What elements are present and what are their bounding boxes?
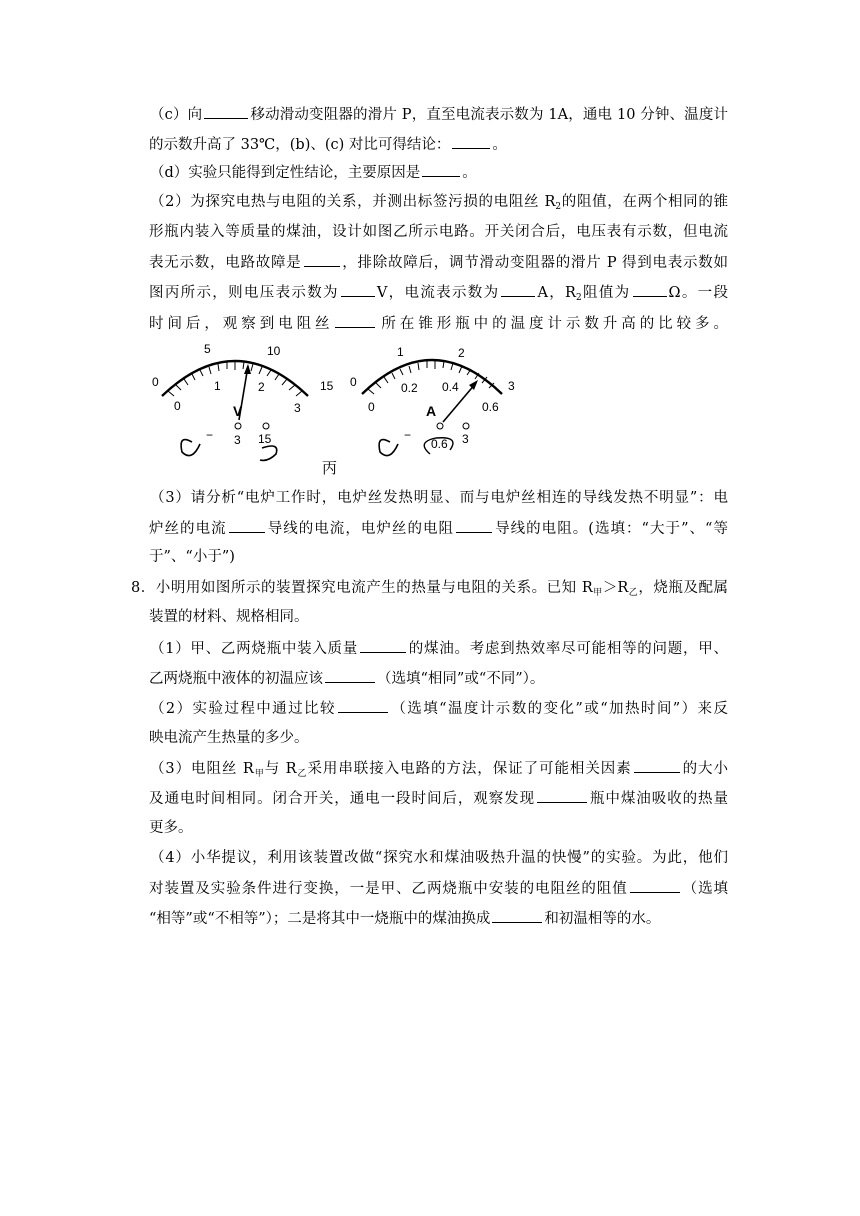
q8-s3-line3: 更多。 bbox=[149, 820, 193, 836]
voltmeter-symbol: V bbox=[233, 403, 243, 419]
q7-p2-line2: 形瓶内装入等质量的煤油，设计如图乙所示电路。开关闭合后，电压表有示数，但电流 bbox=[149, 224, 728, 240]
answer-blank[interactable] bbox=[338, 698, 388, 713]
q8-s1-line2: 乙两烧瓶中液体的初温应该 （选填“相同”或“不同”）。 bbox=[149, 668, 544, 689]
answer-blank[interactable] bbox=[325, 668, 375, 683]
ammeter-terminal: − bbox=[404, 428, 412, 442]
answer-blank[interactable] bbox=[360, 638, 406, 653]
q7-p3-line1: （3）请分析“电炉工作时，电炉丝发热明显、而与电炉丝相连的导线发热不明显”：电 bbox=[150, 490, 728, 506]
figure-label: 丙 bbox=[322, 459, 338, 477]
q7-p2-line5: 时间后，观察到电阻丝 所在锥形瓶中的温度计示数升高的比较多。 bbox=[149, 313, 728, 334]
q7-p3-line3: 于”、“小于”) bbox=[149, 549, 235, 565]
ammeter-inner-tick: 0.6 bbox=[482, 400, 499, 414]
voltmeter-terminal: 15 bbox=[258, 432, 272, 446]
voltmeter-outer-tick: 5 bbox=[204, 342, 211, 356]
answer-blank[interactable] bbox=[456, 518, 492, 533]
voltmeter-wire-right bbox=[260, 446, 277, 460]
q7-p2-line1: （2）为探究电热与电阻的关系，并测出标签污损的电阻丝 $R_2$的阻值，在两个相同的锥 bbox=[150, 194, 729, 212]
voltmeter-terminal-15-post bbox=[263, 423, 269, 429]
answer-blank[interactable] bbox=[304, 252, 340, 267]
ammeter-terminal: 3 bbox=[462, 432, 469, 446]
voltmeter bbox=[152, 342, 334, 460]
ammeter-inner-tick: 0 bbox=[368, 400, 375, 414]
ammeter-terminal-3-post bbox=[463, 423, 469, 429]
q8-s4-line3: “相等”或“不相等”）；二是将其中一烧瓶中的煤油换成 和初温相等的水。 bbox=[149, 908, 660, 929]
meters-diagram bbox=[140, 340, 540, 480]
ammeter-ticks bbox=[368, 360, 494, 394]
answer-blank[interactable] bbox=[630, 878, 680, 893]
q8-line1: 8．小明用如图所示的装置探究电流产生的热量与电阻的关系。已知 $R_甲>R_乙$，烧瓶及配属 bbox=[131, 580, 729, 598]
q8-s2-line1: （2）实验过程中通过比较 （选填“温度计示数的变化”或“加热时间”）来反 bbox=[150, 698, 728, 719]
ammeter-outer-tick: 1 bbox=[397, 345, 404, 359]
q7-c-line2: 的示数升高了 33℃，(b)、(c) 对比可得结论： 。 bbox=[149, 134, 507, 155]
q7-p2-line3: 表无示数，电路故障是 ，排除故障后，调节滑动变阻器的滑片 P 得到电表示数如 bbox=[149, 252, 728, 273]
voltmeter-inner-tick: 2 bbox=[258, 380, 265, 394]
ammeter-inner-tick: 0.4 bbox=[442, 380, 459, 394]
answer-blank[interactable] bbox=[204, 104, 248, 119]
q8-s3-line2: 及通电时间相同。闭合开关，通电一段时间后，观察发现 瓶中煤油吸收的热量 bbox=[149, 788, 728, 809]
q8-s1-line1: （1）甲、乙两烧瓶中装入质量 的煤油。考虑到热效率尽可能相等的问题，甲、 bbox=[150, 638, 728, 659]
voltmeter-inner-tick: 3 bbox=[294, 401, 301, 415]
voltmeter-ticks bbox=[168, 361, 302, 396]
ammeter-outer-tick: 2 bbox=[458, 346, 465, 360]
q7-c-line1: （c）向 移动滑动变阻器的滑片 P，直至电流表示数为 1A，通电 10 分钟、温度计 bbox=[150, 104, 728, 125]
voltmeter-inner-tick: 1 bbox=[214, 379, 221, 393]
voltmeter-outer-tick: 0 bbox=[152, 375, 159, 389]
q7-p3-line2: 炉丝的电流 导线的电流，电炉丝的电阻 导线的电阻。(选填：“大于”、“等 bbox=[149, 518, 728, 539]
answer-blank[interactable] bbox=[422, 162, 460, 177]
ammeter-wire-left bbox=[379, 440, 398, 456]
q8-s4-line2: 对装置及实验条件进行变换，一是甲、乙两烧瓶中安装的电阻丝的阻值 （选填 bbox=[149, 878, 728, 899]
q8-line2: 装置的材料、规格相同。 bbox=[149, 609, 309, 625]
q8-s4-line1: （4）小华提议，利用该装置改做“探究水和煤油吸热升温的快慢”的实验。为此，他们 bbox=[150, 850, 728, 866]
q7-p2-line4: 图丙所示，则电压表示数为 V，电流表示数为 A，$R_2$阻值为 Ω。一段 bbox=[149, 282, 728, 308]
answer-blank[interactable] bbox=[633, 282, 667, 297]
figure-bing-meters bbox=[140, 340, 540, 480]
voltmeter-terminal-3-post bbox=[235, 423, 241, 429]
voltmeter-needle-tip bbox=[244, 364, 251, 374]
voltmeter-outer-tick: 10 bbox=[267, 344, 281, 358]
answer-blank[interactable] bbox=[501, 282, 535, 297]
ammeter bbox=[350, 345, 515, 456]
answer-blank[interactable] bbox=[537, 788, 587, 803]
answer-blank[interactable] bbox=[341, 282, 375, 297]
voltmeter-wire-left bbox=[181, 440, 200, 456]
voltmeter-outer-tick: 15 bbox=[320, 379, 334, 393]
voltmeter-terminal: − bbox=[206, 428, 214, 442]
ammeter-inner-tick: 0.2 bbox=[401, 381, 418, 395]
q7-d-line: （d）实验只能得到定性结论，主要原因是 。 bbox=[150, 162, 477, 183]
ammeter-outer-tick: 0 bbox=[350, 375, 357, 389]
answer-blank[interactable] bbox=[335, 313, 375, 328]
ammeter-terminal-06-post bbox=[437, 423, 443, 429]
ammeter-outer-tick: 3 bbox=[508, 379, 515, 393]
answer-blank[interactable] bbox=[492, 908, 542, 923]
q8-s2-line2: 映电流产生热量的多少。 bbox=[149, 730, 309, 746]
ammeter-symbol: A bbox=[426, 403, 437, 419]
voltmeter-inner-tick: 0 bbox=[174, 399, 181, 413]
answer-blank[interactable] bbox=[634, 758, 680, 773]
ammeter-terminal: 0.6 bbox=[431, 437, 448, 451]
q8-s3-line1: （3）电阻丝 $R_甲$与 $R_乙$采用串联接入电路的方法，保证了可能相关因素 的大小 bbox=[150, 758, 728, 784]
voltmeter-terminal: 3 bbox=[234, 433, 241, 447]
answer-blank[interactable] bbox=[452, 134, 490, 149]
answer-blank[interactable] bbox=[229, 518, 265, 533]
ammeter-scale-arc bbox=[362, 360, 502, 394]
